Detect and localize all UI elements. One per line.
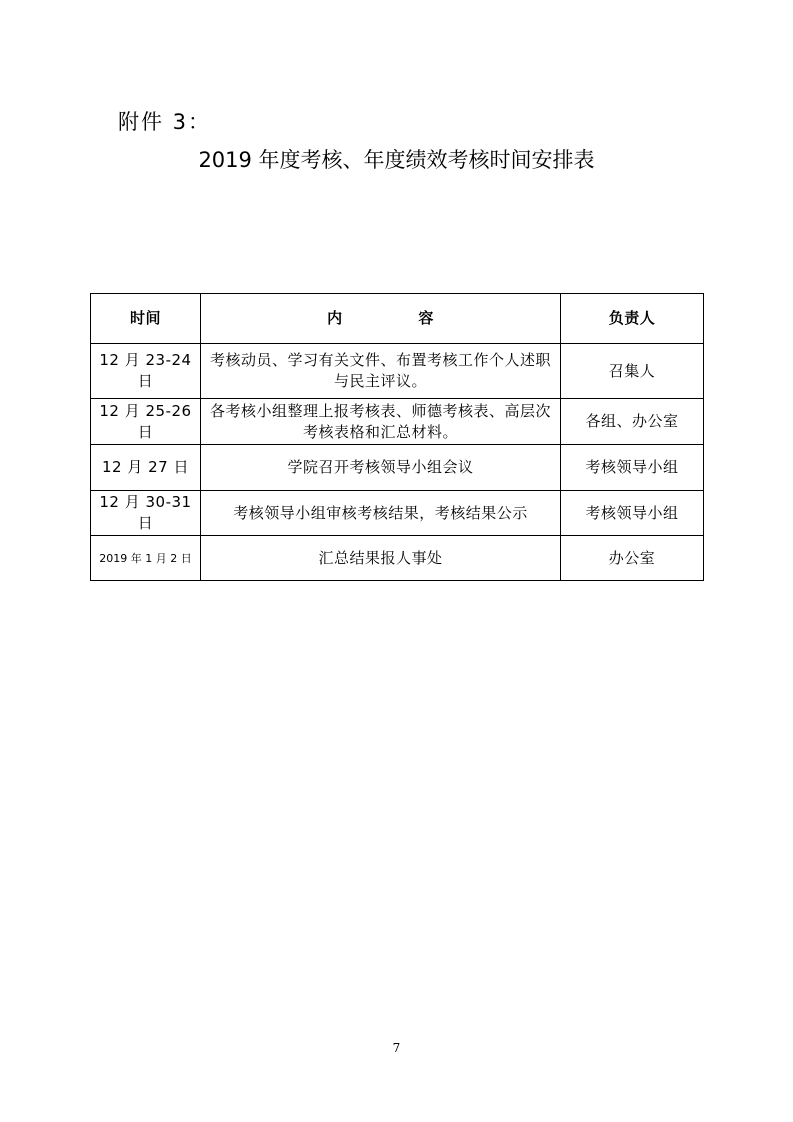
header-content-label: 内 容 xyxy=(327,309,434,327)
cell-time: 12 月 30-31 日 xyxy=(91,491,201,536)
page-title: 2019 年度考核、年度绩效考核时间安排表 xyxy=(198,148,595,172)
cell-time: 2019 年 1 月 2 日 xyxy=(91,536,201,581)
attachment-label: 附件 3： xyxy=(118,110,212,134)
table-row xyxy=(91,399,704,445)
cell-content xyxy=(201,536,561,581)
header-owner: 负责人 xyxy=(561,294,704,344)
page-number: 7 xyxy=(392,1041,401,1055)
table-header-row xyxy=(91,294,704,344)
cell-content-text: 考核动员、学习有关文件、布置考核工作个人述职与民主评议。 xyxy=(209,351,551,390)
cell-owner: 办公室 xyxy=(561,536,704,581)
cell-owner: 召集人 xyxy=(561,344,704,399)
table-row xyxy=(91,445,704,491)
table-row xyxy=(91,536,704,581)
cell-content xyxy=(201,344,561,399)
header-time: 时间 xyxy=(91,294,201,344)
header-content xyxy=(201,294,561,344)
cell-content-text: 汇总结果报人事处 xyxy=(318,548,443,567)
schedule-table xyxy=(90,293,704,581)
cell-owner: 考核领导小组 xyxy=(561,445,704,491)
cell-content-text: 考核领导小组审核考核结果，考核结果公示 xyxy=(233,503,528,522)
cell-time: 12 月 25-26 日 xyxy=(91,399,201,445)
cell-time: 12 月 23-24 日 xyxy=(91,344,201,399)
cell-time: 12 月 27 日 xyxy=(91,445,201,491)
cell-content xyxy=(201,491,561,536)
cell-content xyxy=(201,445,561,491)
table-row xyxy=(91,491,704,536)
table-row xyxy=(91,344,704,399)
cell-owner: 考核领导小组 xyxy=(561,491,704,536)
cell-owner: 各组、办公室 xyxy=(561,399,704,445)
cell-content-text: 各考核小组整理上报考核表、师德考核表、高层次考核表格和汇总材料。 xyxy=(209,401,551,441)
cell-content-text: 学院召开考核领导小组会议 xyxy=(287,458,474,476)
cell-content xyxy=(201,399,561,445)
